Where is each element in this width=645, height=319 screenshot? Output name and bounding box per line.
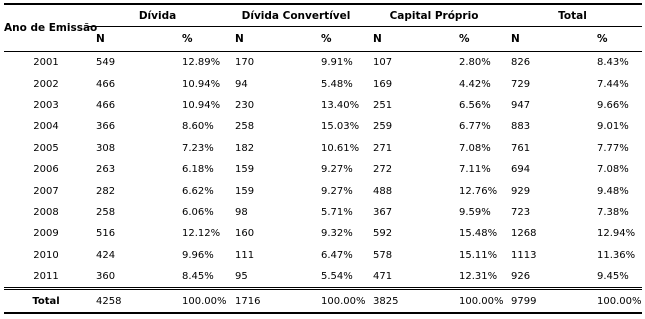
table-cell: 5.71% [321,206,353,218]
table-cell: 592 [373,228,393,240]
year-cell: 2003 [33,99,59,111]
total-cell: 100.00% [563,289,642,314]
table-cell: 159 [235,164,255,176]
sub-header-pct: % [148,27,227,52]
group-header-divida: Dívida [88,4,227,27]
total-cell: 9799 [503,289,563,314]
table-cell: 7.08% [597,164,629,176]
total-cell: 3825 [365,289,425,314]
table-cell: 9.48% [597,185,629,197]
sub-header-n: N [227,27,287,52]
table-cell: 926 [503,266,563,289]
table-cell: 424 [96,249,116,261]
table-row [4,52,642,74]
table-cell: 9.59% [459,206,491,218]
sub-header-pct: % [563,27,642,52]
table-cell: 466 [96,99,116,111]
sub-header-n: N [88,27,148,52]
table-cell: 182 [235,142,255,154]
total-row [4,289,642,314]
table-cell: 2.80% [459,57,491,69]
total-cell: 100.00% [425,289,503,314]
table-cell: 94 [235,78,248,90]
table-cell: 9.66% [597,99,629,111]
table-cell: 947 [511,99,531,111]
table-cell: 160 [235,228,255,240]
table-cell: 10.94% [182,99,221,111]
table-cell: 258 [235,121,255,133]
table-cell: 9.91% [321,57,353,69]
table-cell: 367 [373,206,393,218]
table-cell: 258 [96,206,116,218]
table-cell: 8.43% [597,57,629,69]
table-cell: 9.45% [563,266,642,289]
table-cell: 15.11% [459,249,498,261]
sub-header-pct: % [287,27,365,52]
table-cell: 929 [511,185,531,197]
group-header-divida-convertivel: Dívida Convertível [227,4,365,27]
year-cell: 2009 [33,228,59,240]
table-cell: 761 [511,142,531,154]
emission-table [4,3,642,314]
table-cell: 6.47% [321,249,353,261]
table-cell: 10.61% [321,142,360,154]
table-cell: 111 [235,249,255,261]
table-cell: 366 [96,121,116,133]
table-cell: 360 [88,266,148,289]
table-cell: 259 [373,121,393,133]
table-cell: 826 [511,57,531,69]
table-cell: 9.32% [321,228,353,240]
table-cell: 6.77% [459,121,491,133]
table-row [4,180,642,201]
total-cell: 4258 [88,289,148,314]
table-cell: 9.27% [321,164,353,176]
table-cell: 578 [373,249,393,261]
table-cell: 5.48% [321,78,353,90]
table-cell: 12.31% [425,266,503,289]
table-cell: 7.23% [182,142,214,154]
table-cell: 1113 [511,249,537,261]
table-cell: 251 [373,99,393,111]
sub-header-pct: % [425,27,503,52]
table-row [4,266,642,289]
table-header [4,4,642,52]
table-cell: 308 [96,142,116,154]
table-row [4,245,642,266]
year-column-header: Ano de Emissão [4,4,88,52]
table-body [4,52,642,289]
table-cell: 12.89% [182,57,221,69]
table-cell: 13.40% [321,99,360,111]
table-cell: 9.27% [321,185,353,197]
group-header-total: Total [503,4,642,27]
year-cell: 2007 [33,185,59,197]
table-cell: 516 [96,228,116,240]
table-cell: 4.42% [459,78,491,90]
table-cell: 6.18% [182,164,214,176]
table-row [4,95,642,116]
table-cell: 15.03% [321,121,360,133]
year-cell: 2004 [33,121,59,133]
year-cell: 2001 [33,57,59,69]
table-cell: 272 [373,164,393,176]
table-cell: 6.56% [459,99,491,111]
table-cell: 7.11% [459,164,491,176]
table-cell: 7.08% [459,142,491,154]
table-cell: 159 [235,185,255,197]
table-cell: 9.96% [182,249,214,261]
table-cell: 271 [373,142,393,154]
table-cell: 471 [365,266,425,289]
year-cell: 2008 [33,206,59,218]
table-cell: 694 [511,164,531,176]
total-cell: 100.00% [148,289,227,314]
year-cell: 2002 [33,78,59,90]
table-cell: 107 [373,57,393,69]
table-cell: 95 [227,266,287,289]
table-cell: 10.94% [182,78,221,90]
table-cell: 12.76% [459,185,498,197]
table-cell: 7.44% [597,78,629,90]
table-cell: 488 [373,185,393,197]
table-cell: 9.01% [597,121,629,133]
table-cell: 1268 [511,228,537,240]
table-cell: 98 [235,206,248,218]
year-cell: 2006 [33,164,59,176]
table-cell: 5.54% [287,266,365,289]
table-cell: 169 [373,78,393,90]
sub-header-n: N [365,27,425,52]
table-cell: 11.36% [597,249,636,261]
total-cell: 1716 [227,289,287,314]
table-row [4,202,642,223]
table-cell: 170 [235,57,255,69]
year-cell: 2011 [4,266,88,289]
table-cell: 6.62% [182,185,214,197]
table-row [4,116,642,137]
table-cell: 6.06% [182,206,214,218]
year-cell: 2005 [33,142,59,154]
year-cell: 2010 [33,249,59,261]
table-cell: 282 [96,185,116,197]
table-cell: 12.12% [182,228,221,240]
table-cell: 723 [511,206,531,218]
table-cell: 263 [96,164,116,176]
table-row [4,223,642,244]
table-cell: 729 [511,78,531,90]
table-cell: 466 [96,78,116,90]
table-cell: 549 [96,57,116,69]
sub-header-n: N [503,27,563,52]
table-row [4,73,642,94]
total-cell: 100.00% [287,289,365,314]
group-header-capital-proprio: Capital Próprio [365,4,503,27]
table-cell: 883 [511,121,531,133]
table-cell: 7.38% [597,206,629,218]
table-cell: 12.94% [597,228,636,240]
table-row [4,159,642,180]
table-cell: 15.48% [459,228,498,240]
table-cell: 230 [235,99,255,111]
table-cell: 8.60% [182,121,214,133]
table-cell: 8.45% [148,266,227,289]
table-cell: 7.77% [597,142,629,154]
table-row [4,138,642,159]
total-label: Total [4,289,88,314]
